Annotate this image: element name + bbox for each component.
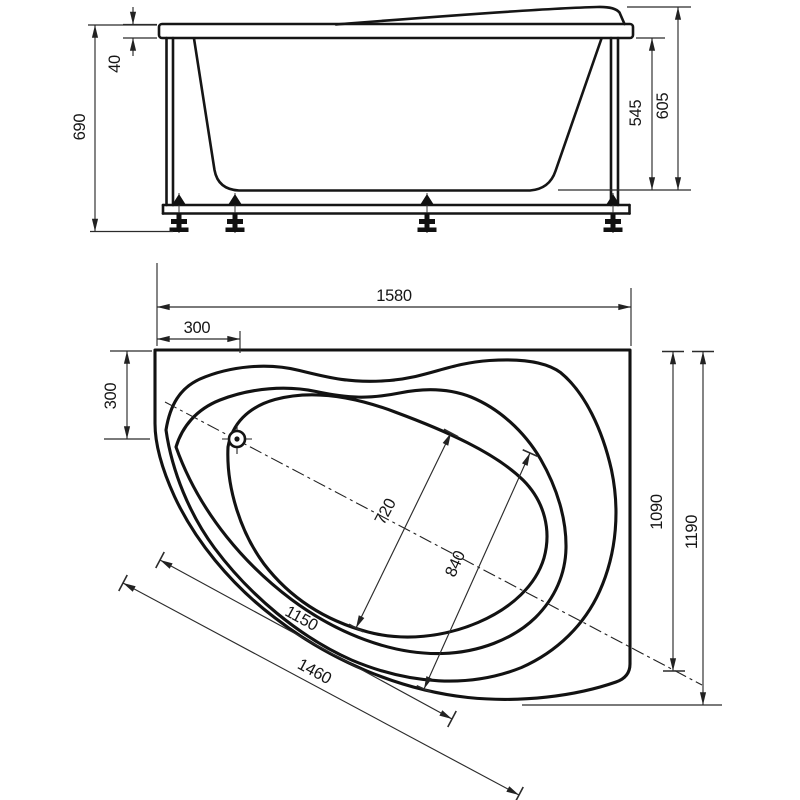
- front-elevation-view: [71, 7, 691, 233]
- dim-label-300-h: 300: [183, 319, 211, 337]
- dim-label-1460: 1460: [294, 655, 335, 688]
- dim-label-40: 40: [106, 55, 124, 73]
- dim-label-1090: 1090: [648, 494, 666, 530]
- dim-label-720: 720: [371, 495, 400, 528]
- plan-view: [102, 263, 722, 800]
- dim-label-300-v: 300: [102, 382, 120, 410]
- dimension-overall-width: [522, 352, 722, 706]
- dimension-overall-length: [157, 263, 631, 346]
- tub-back-ridge: [336, 7, 625, 25]
- dimension-basin-width-inner: [349, 429, 458, 632]
- dimension-front-chord-outer: [119, 575, 523, 800]
- dim-label-840: 840: [441, 548, 470, 580]
- dimension-drain-offset-x: [157, 319, 240, 353]
- dim-label-1580: 1580: [376, 287, 412, 305]
- dimension-basin-width-rim: [417, 450, 538, 693]
- basin-profile: [194, 39, 602, 191]
- dimension-front-chord-inner: [156, 552, 456, 727]
- support-frame: [163, 38, 630, 214]
- dim-label-690: 690: [71, 113, 89, 141]
- dimension-side-inner-width: [648, 352, 685, 672]
- dim-label-545: 545: [627, 99, 645, 127]
- dim-label-1150: 1150: [282, 602, 321, 635]
- dimension-drain-offset-y: [102, 351, 152, 439]
- dim-label-1190: 1190: [683, 514, 701, 550]
- dimension-body-height: [627, 7, 691, 190]
- dim-label-605: 605: [654, 92, 672, 120]
- dimension-rim-thickness: [106, 7, 157, 73]
- tub-rim-profile: [159, 24, 633, 38]
- centerline: [165, 402, 702, 685]
